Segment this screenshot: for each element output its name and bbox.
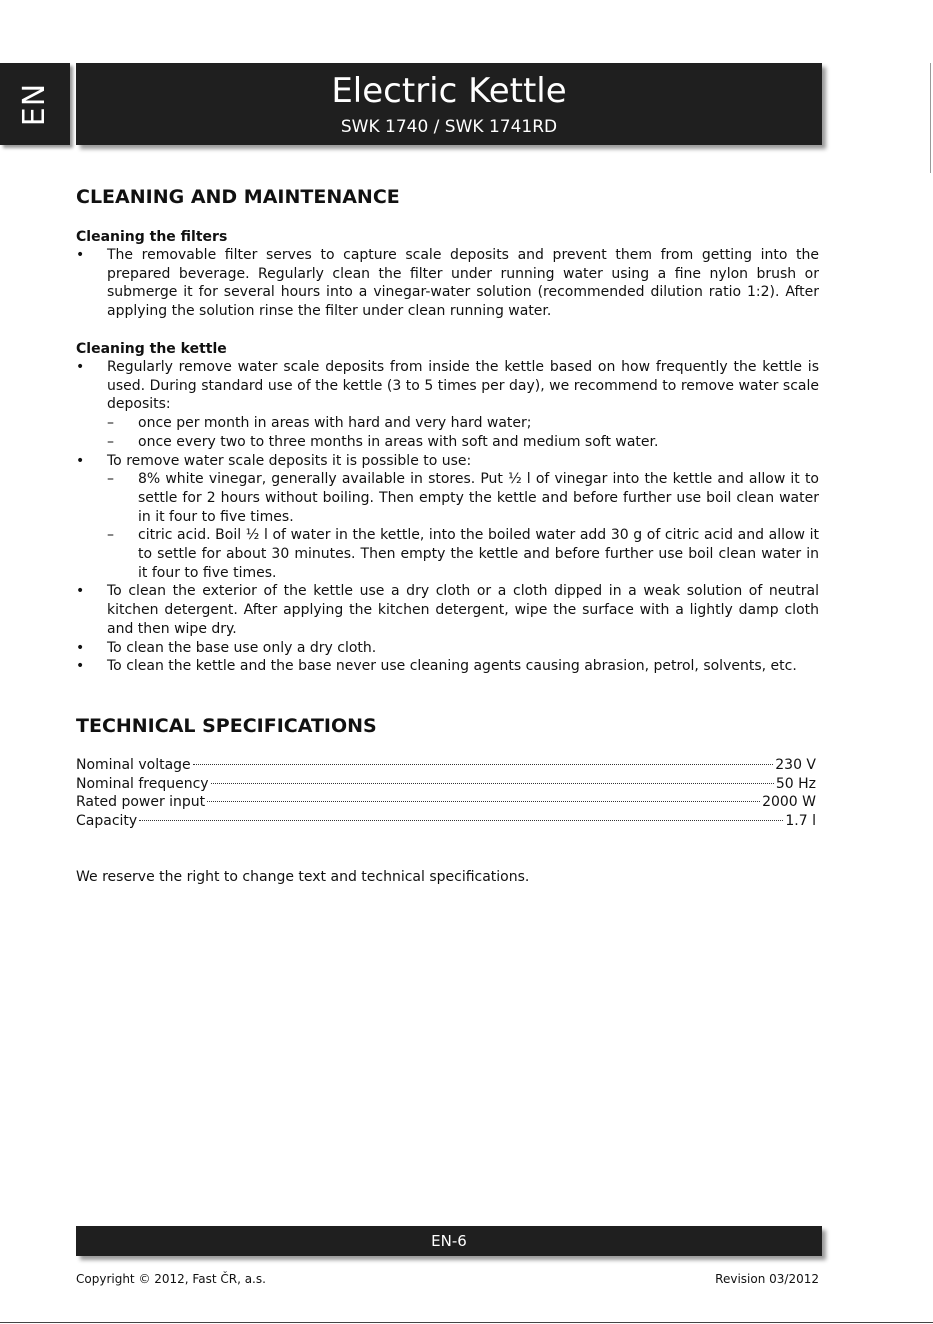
edge-rule: [930, 63, 931, 173]
header-bar: [76, 63, 822, 145]
language-tab: [0, 63, 70, 145]
revision-text: Revision 03/2012: [715, 1272, 819, 1286]
dot-leader: [211, 783, 774, 784]
specs-heading: TECHNICAL SPECIFICATIONS: [76, 715, 377, 737]
spec-value: 50 Hz: [775, 775, 816, 792]
spec-label: Capacity: [76, 813, 138, 830]
kettle-subitem-4: – citric acid. Boil ½ l of water in the kettle, into the boiled water add 30 g of citric acid and allow it to settle for about 30 minutes. Then empty the kettle and before further use boil clean water in it four to five times.: [76, 526, 819, 582]
kettle-bullet-1: • Regularly remove water scale deposits from inside the kettle based on how frequently the kettle is used. During standard use of the kettle (3 to 5 times per day), we recommend to remove water scale deposits:: [76, 358, 819, 414]
spec-value: 230 V: [775, 757, 816, 773]
kettle-subitem-3: – 8% white vinegar, generally available in stores. Put ½ l of vinegar into the kettle and allow it to settle for 2 hours without boiling. Then empty the kettle and before further use boil clean water in it four to five times.: [76, 470, 819, 526]
document-title: Electric Kettle: [331, 71, 567, 111]
spec-label: Rated power input: [76, 794, 206, 811]
kettle-bullet-3: • To clean the exterior of the kettle use a dry cloth or a cloth dipped in a weak solution of neutral kitchen detergent. After applying the kitchen detergent, wipe the surface with a lightly damp cloth and then wipe dry.: [76, 582, 819, 638]
filters-section: [76, 246, 819, 321]
spec-row: [76, 756, 816, 775]
copyright-text: Copyright © 2012, Fast ČR, a.s.: [76, 1272, 266, 1286]
kettle-bullet-4: • To clean the base use only a dry cloth.: [76, 639, 819, 658]
kettle-subitem-1: – once per month in areas with hard and very hard water;: [76, 414, 819, 433]
spec-label: Nominal voltage: [76, 757, 191, 773]
model-numbers: SWK 1740 / SWK 1741RD: [340, 117, 558, 137]
spec-value: 1.7 l: [785, 813, 816, 830]
disclaimer-note: We reserve the right to change text and technical specifications.: [76, 869, 530, 885]
kettle-subitem-2: – once every two to three months in areas with soft and medium soft water.: [76, 433, 819, 452]
spec-value: 2000 W: [762, 794, 816, 811]
specs-table: [76, 756, 816, 831]
kettle-bullet-2: • To remove water scale deposits it is possible to use:: [76, 452, 819, 471]
dot-leader: [193, 764, 774, 765]
spec-row: [76, 812, 816, 831]
cleaning-heading: CLEANING AND MAINTENANCE: [76, 186, 400, 208]
kettle-section: [76, 358, 819, 676]
bottom-rule: [0, 1322, 933, 1323]
filters-subheading: Cleaning the filters: [76, 229, 228, 245]
dot-leader: [139, 820, 783, 821]
footer-bar: [76, 1226, 822, 1256]
language-label: EN: [17, 82, 53, 126]
spec-row: [76, 793, 816, 812]
page-number: EN-6: [431, 1232, 467, 1250]
spec-label: Nominal frequency: [76, 775, 209, 792]
spec-row: [76, 775, 816, 794]
kettle-bullet-5: • To clean the kettle and the base never use cleaning agents causing abrasion, petrol, solvents, etc.: [76, 657, 819, 676]
dot-leader: [207, 801, 760, 802]
kettle-subheading: Cleaning the kettle: [76, 341, 227, 357]
filters-bullet: • The removable filter serves to capture scale deposits and prevent them from getting into the prepared beverage. Regularly clean the filter under running water using a fine nylon brush or submerge it for several hours into a vinegar-water solution (recommended dilution ratio 1:2). After applying the solution rinse the filter under clean running water.: [76, 246, 819, 321]
